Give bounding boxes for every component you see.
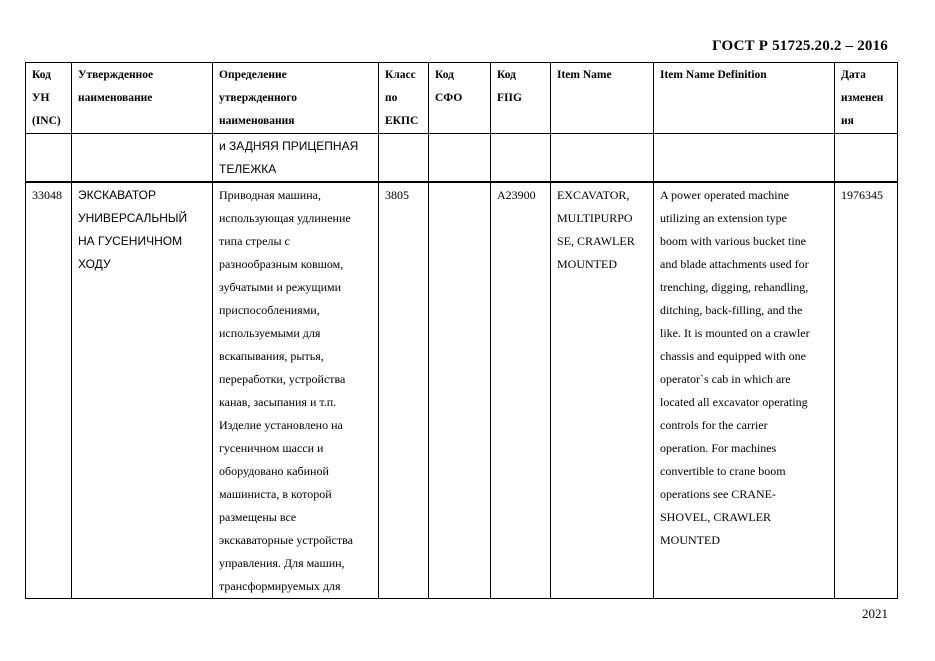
text-line: управления. Для машин, (219, 556, 345, 570)
text-line: по (385, 92, 398, 104)
page-number: 2021 (862, 606, 888, 621)
text-line: трансформируемых для (219, 579, 341, 593)
text-line: изменен (841, 92, 884, 104)
text-line: ditching, back-filling, and the (660, 303, 803, 317)
text-line: and blade attachments used for (660, 257, 809, 271)
text-line: НА ГУСЕНИЧНОМ (78, 234, 183, 248)
text-line: operations see CRANE- (660, 487, 776, 501)
text-line: вскапывания, рытья, (219, 349, 324, 363)
text-line: СФО (435, 92, 463, 104)
text-line: operation. For machines (660, 441, 777, 455)
text-line: SHOVEL, CRAWLER (660, 510, 772, 524)
text-line: utilizing an extension type (660, 211, 787, 225)
text-line: A power operated machine (660, 188, 789, 202)
text-line: экскаваторные устройства (219, 533, 353, 547)
text-line: FIIG (497, 92, 522, 104)
text-line: ЕКПС (385, 115, 419, 127)
col-header-inc (26, 63, 72, 134)
text-line: гусеничном шасси и (219, 441, 324, 455)
col-header-approved-name (72, 63, 213, 134)
text-line: boom with various bucket tine (660, 234, 806, 248)
text-line: УН (32, 92, 50, 104)
cell-fiig-code: A23900 (491, 182, 551, 599)
cell-fiig-code (491, 134, 551, 183)
text-line: размещены все (219, 510, 297, 524)
cell-item-name (551, 134, 654, 183)
text-line: like. It is mounted on a crawler (660, 326, 810, 340)
text-line: Item Name Definition (660, 69, 767, 81)
document-header: ГОСТ Р 51725.20.2 – 2016 (712, 38, 888, 54)
text-line: использующая удлинение (219, 211, 351, 225)
text-line: машиниста, в которой (219, 487, 332, 501)
text-line: located all excavator operating (660, 395, 808, 409)
text-line: SE, CRAWLER (557, 234, 635, 248)
text-line: convertible to crane boom (660, 464, 786, 478)
text-line: канав, засыпания и т.п. (219, 395, 337, 409)
text-line: УНИВЕРСАЛЬНЫЙ (78, 211, 188, 225)
text-line: типа стрелы с (219, 234, 290, 248)
text-line: утвержденного (219, 92, 298, 104)
text-line: trenching, digging, rehandling, (660, 280, 809, 294)
text-line: MULTIPURPO (557, 211, 633, 225)
cell-item-name-definition (654, 182, 835, 599)
col-header-ekps-class (379, 63, 429, 134)
cell-definition (213, 134, 379, 183)
text-line: разнообразным ковшом, (219, 257, 344, 271)
table-row-continuation (26, 134, 898, 183)
text-line: Класс (385, 69, 416, 81)
text-line: Дата (841, 69, 866, 81)
cell-item-name (551, 182, 654, 599)
text-line: зубчатыми и режущими (219, 280, 342, 294)
cell-inc (26, 134, 72, 183)
catalog-table (25, 62, 898, 599)
text-line: MOUNTED (557, 257, 617, 271)
col-header-sfo-code (429, 63, 491, 134)
col-header-item-name-definition (654, 63, 835, 134)
text-line: Изделие установлено на (219, 418, 343, 432)
text-line: переработки, устройства (219, 372, 346, 386)
cell-change-date: 1976345 (835, 182, 898, 599)
text-line: EXCAVATOR, (557, 188, 630, 202)
text-line: Код (497, 69, 517, 81)
col-header-definition (213, 63, 379, 134)
text-line: Определение (219, 69, 287, 81)
text-line: chassis and equipped with one (660, 349, 806, 363)
cell-ekps-class: 3805 (379, 182, 429, 599)
text-line: ЭКСКАВАТОР (78, 188, 156, 202)
text-line: наименования (219, 115, 295, 127)
table-row (26, 182, 898, 599)
text-line: Item Name (557, 69, 612, 81)
cell-sfo-code (429, 182, 491, 599)
text-line: используемыми для (219, 326, 321, 340)
cell-ekps-class (379, 134, 429, 183)
text-line: Код (32, 69, 52, 81)
text-line: наименование (78, 92, 153, 104)
text-line: и ЗАДНЯЯ ПРИЦЕПНАЯ (219, 139, 359, 153)
cell-item-name-definition (654, 134, 835, 183)
text-line: Приводная машина, (219, 188, 321, 202)
cell-sfo-code (429, 134, 491, 183)
cell-definition (213, 182, 379, 599)
cell-approved-name (72, 134, 213, 183)
text-line: ХОДУ (78, 257, 111, 271)
text-line: Код (435, 69, 455, 81)
cell-approved-name (72, 182, 213, 599)
table-header-row (26, 63, 898, 134)
text-line: ия (841, 115, 854, 127)
text-line: Утвержденное (78, 69, 154, 81)
text-line: ТЕЛЕЖКА (219, 162, 277, 176)
text-line: (INC) (32, 115, 61, 127)
text-line: operator`s cab in which are (660, 372, 791, 386)
text-line: controls for the carrier (660, 418, 768, 432)
col-header-change-date (835, 63, 898, 134)
text-line: оборудовано кабиной (219, 464, 329, 478)
col-header-item-name (551, 63, 654, 134)
text-line: MOUNTED (660, 533, 720, 547)
cell-inc: 33048 (26, 182, 72, 599)
cell-change-date (835, 134, 898, 183)
col-header-fiig-code (491, 63, 551, 134)
text-line: приспособлениями, (219, 303, 320, 317)
